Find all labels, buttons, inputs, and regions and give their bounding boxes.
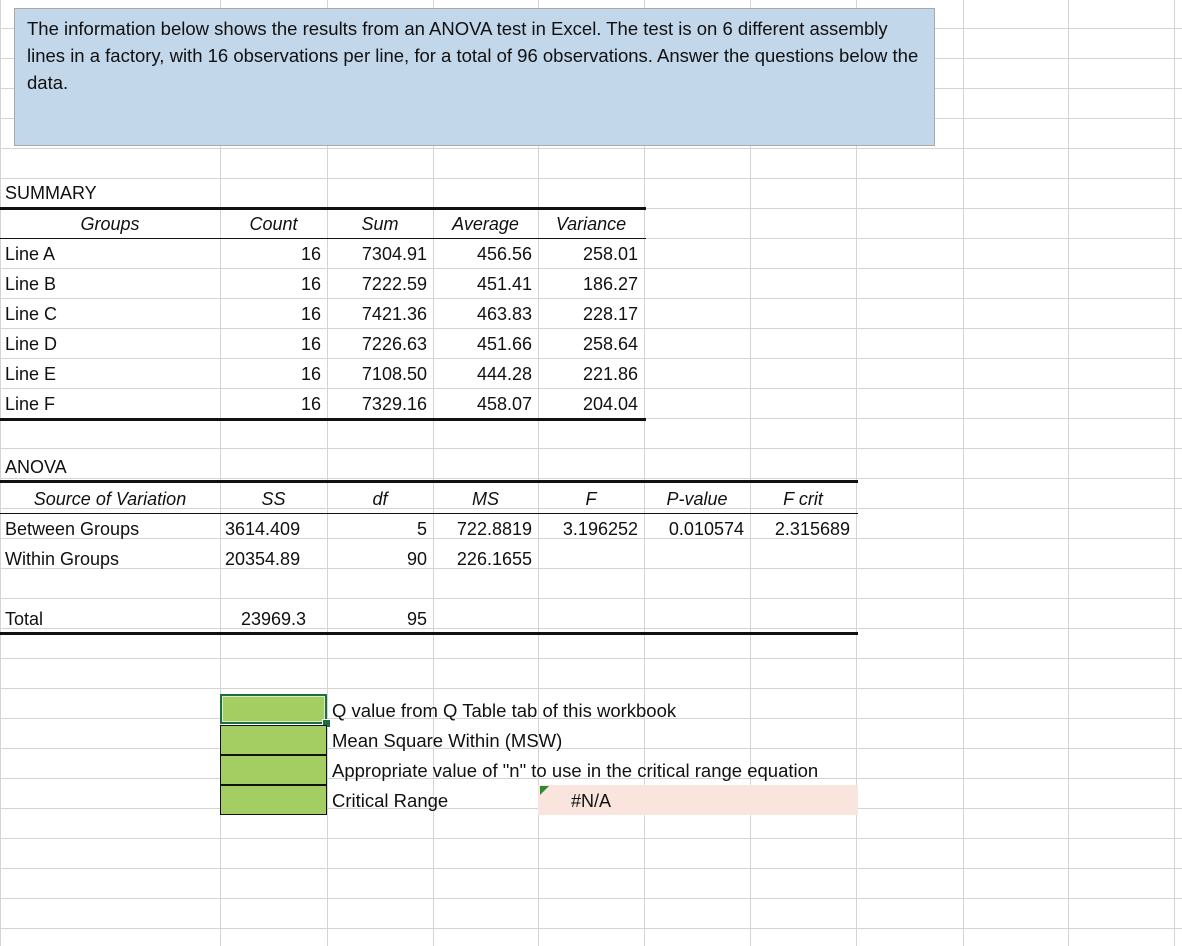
summary-count-cell[interactable]: 16 [300, 304, 321, 324]
summary-group-cell[interactable]: Line D [5, 334, 58, 354]
q-value-label[interactable]: Q value from Q Table tab of this workbook [332, 700, 677, 721]
anova-header-df[interactable]: df [372, 489, 388, 509]
anova-ms-cell[interactable]: 226.1655 [456, 549, 532, 569]
summary-header-count[interactable]: Count [249, 214, 298, 234]
instructions-box[interactable] [14, 8, 935, 146]
summary-group-cell[interactable]: Line F [5, 394, 56, 414]
anova-header-ms[interactable]: MS [472, 489, 499, 509]
anova-f-crit-cell[interactable]: 2.315689 [774, 519, 850, 539]
anova-bottom-rule [0, 632, 858, 635]
critical-range-result-value: #N/A [570, 791, 612, 811]
summary-sum-cell[interactable]: 7304.91 [361, 244, 427, 264]
anova-header-f-crit[interactable]: F crit [783, 489, 823, 509]
summary-variance-cell[interactable]: 186.27 [582, 274, 638, 294]
summary-count-cell[interactable]: 16 [300, 334, 321, 354]
summary-variance-cell[interactable]: 204.04 [582, 394, 638, 414]
anova-header-p-value[interactable]: P-value [666, 489, 728, 509]
msw-label[interactable]: Mean Square Within (MSW) [332, 730, 563, 751]
anova-header-source[interactable]: Source of Variation [33, 489, 187, 509]
anova-total-df[interactable]: 95 [406, 609, 427, 629]
summary-variance-cell[interactable]: 228.17 [582, 304, 638, 324]
summary-group-cell[interactable]: Line C [5, 304, 58, 324]
summary-average-cell[interactable]: 458.07 [476, 394, 532, 414]
summary-count-cell[interactable]: 16 [300, 244, 321, 264]
summary-title[interactable]: SUMMARY [5, 183, 97, 203]
summary-header-variance[interactable]: Variance [555, 214, 627, 234]
summary-sum-cell[interactable]: 7329.16 [361, 394, 427, 414]
critical-range-label[interactable]: Critical Range [332, 790, 449, 811]
summary-group-cell[interactable]: Line A [5, 244, 56, 264]
anova-total-ss[interactable]: 23969.3 [240, 609, 307, 629]
n-value-answer-cell[interactable] [220, 755, 327, 785]
summary-variance-cell[interactable]: 258.01 [582, 244, 638, 264]
summary-group-cell[interactable]: Line E [5, 364, 57, 384]
summary-bottom-rule [0, 418, 646, 421]
anova-ss-cell[interactable]: 3614.409 [225, 519, 301, 539]
anova-source-cell[interactable]: Within Groups [5, 549, 120, 569]
summary-variance-cell[interactable]: 221.86 [582, 364, 638, 384]
summary-sum-cell[interactable]: 7108.50 [361, 364, 427, 384]
q-value-answer-cell[interactable] [220, 694, 327, 724]
msw-answer-cell[interactable] [220, 725, 327, 755]
anova-title[interactable]: ANOVA [5, 457, 67, 477]
anova-f-cell[interactable]: 3.196252 [562, 519, 638, 539]
summary-average-cell[interactable]: 463.83 [476, 304, 532, 324]
anova-top-rule [0, 480, 858, 483]
summary-header-groups[interactable]: Groups [80, 214, 140, 234]
summary-sum-cell[interactable]: 7222.59 [361, 274, 427, 294]
summary-average-cell[interactable]: 456.56 [476, 244, 532, 264]
anova-header-f[interactable]: F [585, 489, 597, 509]
summary-count-cell[interactable]: 16 [300, 274, 321, 294]
n-value-label[interactable]: Appropriate value of "n" to use in the critical range equation [332, 760, 819, 781]
anova-header-ss[interactable]: SS [261, 489, 286, 509]
anova-total-label[interactable]: Total [5, 609, 44, 629]
summary-average-cell[interactable]: 451.41 [476, 274, 532, 294]
summary-sum-cell[interactable]: 7421.36 [361, 304, 427, 324]
instructions-text: The information below shows the results from an ANOVA test in Excel. The test is on 6 different assembly lines in a factory, with 16 observations per line, for a total of 96 observations. Answer the questions below the data. [27, 18, 919, 93]
summary-average-cell[interactable]: 444.28 [476, 364, 532, 384]
summary-header-sum[interactable]: Sum [361, 214, 399, 234]
anova-df-cell[interactable]: 90 [406, 549, 427, 569]
summary-header-average[interactable]: Average [452, 214, 519, 234]
critical-range-answer-cell[interactable] [220, 785, 327, 815]
summary-average-cell[interactable]: 451.66 [476, 334, 532, 354]
summary-group-cell[interactable]: Line B [5, 274, 57, 294]
anova-source-cell[interactable]: Between Groups [5, 519, 140, 539]
anova-df-cell[interactable]: 5 [416, 519, 427, 539]
summary-count-cell[interactable]: 16 [300, 394, 321, 414]
summary-sum-cell[interactable]: 7226.63 [361, 334, 427, 354]
anova-ss-cell[interactable]: 20354.89 [225, 549, 301, 569]
anova-ms-cell[interactable]: 722.8819 [456, 519, 532, 539]
summary-count-cell[interactable]: 16 [300, 364, 321, 384]
summary-variance-cell[interactable]: 258.64 [582, 334, 638, 354]
anova-p-value-cell[interactable]: 0.010574 [668, 519, 744, 539]
